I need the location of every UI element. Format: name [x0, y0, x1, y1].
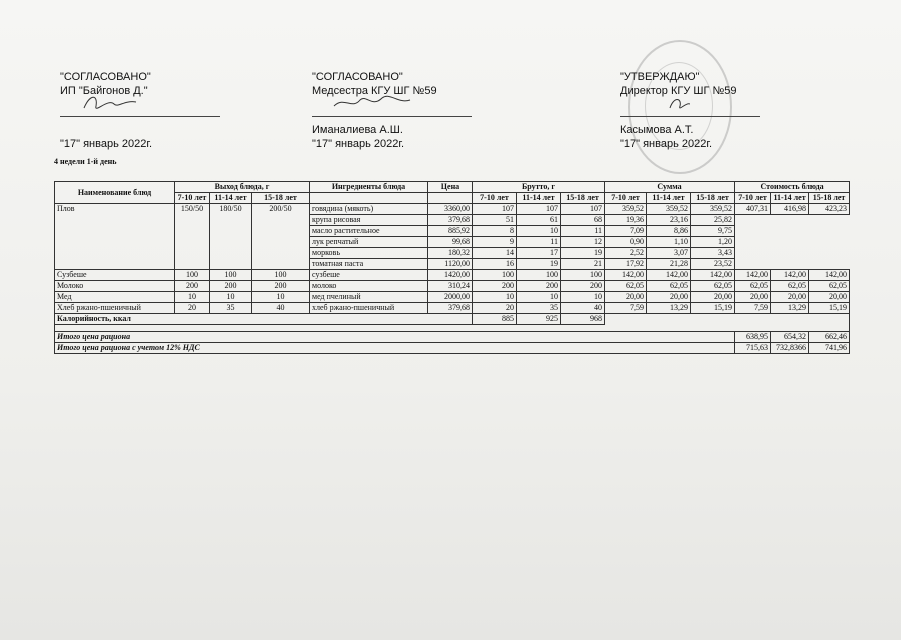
ingredient-cell: говядина (мякоть) [310, 204, 428, 215]
col-header-cost: Стоимость блюда [735, 182, 850, 193]
ingredient-cell: молоко [310, 281, 428, 292]
total-vat-value: 741,96 [809, 343, 850, 354]
gross-cell: 200 [517, 281, 561, 292]
ingredient-cell: томатная паста [310, 259, 428, 270]
approval-date: "17" январь 2022г. [312, 138, 405, 150]
price-cell: 99,68 [428, 237, 473, 248]
cost-cell: 20,00 [771, 292, 809, 303]
approval-org: ИП "Байгонов Д." [60, 85, 148, 97]
col-header-price: Цена [428, 182, 473, 193]
output-cell: 200/50 [252, 204, 310, 270]
output-cell: 35 [210, 303, 252, 314]
cost-cell: 13,29 [771, 303, 809, 314]
total-vat-value: 715,63 [735, 343, 771, 354]
sum-cell: 20,00 [605, 292, 647, 303]
total-vat-row [55, 343, 850, 354]
dish-name: Плов [55, 204, 175, 270]
col-age: 11-14 лет [517, 193, 561, 204]
week-title: 4 недели 1-й день [54, 157, 117, 166]
table-row [55, 270, 850, 281]
total-vat-label: Итого цена рациона с учетом 12% НДС [55, 343, 735, 354]
sum-cell: 9,75 [691, 226, 735, 237]
total-value: 662,46 [809, 332, 850, 343]
sum-cell: 62,05 [691, 281, 735, 292]
cost-cell: 62,05 [771, 281, 809, 292]
cost-cell: 142,00 [771, 270, 809, 281]
gross-cell: 40 [561, 303, 605, 314]
ingredient-cell: масло растительное [310, 226, 428, 237]
col-age: 11-14 лет [210, 193, 252, 204]
approval-name: Иманалиева А.Ш. [312, 124, 403, 136]
gross-cell: 10 [517, 226, 561, 237]
output-cell: 200 [175, 281, 210, 292]
approval-title: "УТВЕРЖДАЮ" [620, 71, 700, 83]
price-cell: 379,68 [428, 215, 473, 226]
cost-cell: 20,00 [735, 292, 771, 303]
signature-line [60, 100, 220, 117]
col-header-ingredients: Ингредиенты блюда [310, 182, 428, 193]
sum-cell: 3,07 [647, 248, 691, 259]
gross-cell: 14 [473, 248, 517, 259]
sum-cell: 359,52 [605, 204, 647, 215]
signature [640, 92, 690, 114]
approval-block-right [620, 70, 760, 151]
gross-cell: 35 [517, 303, 561, 314]
table-subheader-row [55, 193, 850, 204]
gross-cell: 200 [473, 281, 517, 292]
signature-line [312, 100, 472, 117]
menu-table [54, 181, 850, 354]
price-cell: 2000,00 [428, 292, 473, 303]
col-header-sum: Сумма [605, 182, 735, 193]
gross-cell: 19 [517, 259, 561, 270]
gross-cell: 16 [473, 259, 517, 270]
col-empty [428, 193, 473, 204]
gross-cell: 51 [473, 215, 517, 226]
sum-cell: 359,52 [647, 204, 691, 215]
calories-row [55, 314, 850, 325]
spacer-row [55, 325, 850, 332]
gross-cell: 61 [517, 215, 561, 226]
signature [80, 92, 140, 114]
col-age: 15-18 лет [561, 193, 605, 204]
price-cell: 379,68 [428, 303, 473, 314]
table-row [55, 303, 850, 314]
sum-cell: 8,86 [647, 226, 691, 237]
gross-cell: 100 [473, 270, 517, 281]
cost-cell: 416,98 [771, 204, 809, 215]
output-cell: 10 [175, 292, 210, 303]
approval-block-middle [312, 70, 472, 151]
col-age: 15-18 лет [691, 193, 735, 204]
output-cell: 200 [252, 281, 310, 292]
output-cell: 200 [210, 281, 252, 292]
sum-cell: 62,05 [605, 281, 647, 292]
cost-cell: 7,59 [735, 303, 771, 314]
price-cell: 1120,00 [428, 259, 473, 270]
gross-cell: 21 [561, 259, 605, 270]
total-vat-value: 732,8366 [771, 343, 809, 354]
price-cell: 310,24 [428, 281, 473, 292]
output-cell: 10 [210, 292, 252, 303]
col-age: 7-10 лет [473, 193, 517, 204]
gross-cell: 10 [473, 292, 517, 303]
dish-name: Мед [55, 292, 175, 303]
sum-cell: 62,05 [647, 281, 691, 292]
price-cell: 885,92 [428, 226, 473, 237]
approval-date: "17" январь 2022г. [620, 138, 713, 150]
signature-line [620, 100, 760, 117]
ingredient-cell: морковь [310, 248, 428, 259]
output-cell: 10 [252, 292, 310, 303]
gross-cell: 11 [561, 226, 605, 237]
sum-cell: 15,19 [691, 303, 735, 314]
gross-cell: 10 [517, 292, 561, 303]
gross-cell: 100 [517, 270, 561, 281]
gross-cell: 68 [561, 215, 605, 226]
sum-cell: 23,52 [691, 259, 735, 270]
calories-value: 925 [517, 314, 561, 325]
col-header-name: Наименование блюд [55, 182, 175, 204]
cost-cell: 142,00 [809, 270, 850, 281]
cost-cell: 62,05 [809, 281, 850, 292]
col-age: 7-10 лет [605, 193, 647, 204]
sum-cell: 20,00 [647, 292, 691, 303]
output-cell: 100 [252, 270, 310, 281]
gross-cell: 17 [517, 248, 561, 259]
sum-cell: 17,92 [605, 259, 647, 270]
cost-cell: 62,05 [735, 281, 771, 292]
table-row [55, 204, 850, 215]
ingredient-cell: сузбеше [310, 270, 428, 281]
sum-cell: 1,10 [647, 237, 691, 248]
sum-cell: 142,00 [605, 270, 647, 281]
calories-empty [605, 314, 850, 325]
approval-position: Директор КГУ ШГ №59 [620, 85, 737, 97]
output-cell: 40 [252, 303, 310, 314]
gross-cell: 20 [473, 303, 517, 314]
signature [332, 92, 412, 114]
ingredient-cell: крупа рисовая [310, 215, 428, 226]
gross-cell: 19 [561, 248, 605, 259]
cost-cell: 20,00 [809, 292, 850, 303]
sum-cell: 13,29 [647, 303, 691, 314]
ingredient-cell: хлеб ржано-пшеничный [310, 303, 428, 314]
gross-cell: 11 [517, 237, 561, 248]
cost-cell: 142,00 [735, 270, 771, 281]
output-cell: 100 [175, 270, 210, 281]
dish-name: Молоко [55, 281, 175, 292]
sum-cell: 142,00 [647, 270, 691, 281]
col-header-output: Выход блюда, г [175, 182, 310, 193]
col-age: 7-10 лет [735, 193, 771, 204]
col-age: 11-14 лет [647, 193, 691, 204]
col-empty [310, 193, 428, 204]
calories-value: 885 [473, 314, 517, 325]
ingredient-cell: лук репчатый [310, 237, 428, 248]
price-cell: 3360,00 [428, 204, 473, 215]
sum-cell: 359,52 [691, 204, 735, 215]
sum-cell: 7,09 [605, 226, 647, 237]
output-cell: 20 [175, 303, 210, 314]
empty-cost-area [735, 215, 850, 270]
calories-label: Калорийность, ккал [55, 314, 473, 325]
approval-position: Медсестра КГУ ШГ №59 [312, 85, 437, 97]
sum-cell: 21,28 [647, 259, 691, 270]
total-value: 654,32 [771, 332, 809, 343]
sum-cell: 0,90 [605, 237, 647, 248]
dish-name: Сузбеше [55, 270, 175, 281]
cost-cell: 423,23 [809, 204, 850, 215]
output-cell: 150/50 [175, 204, 210, 270]
approval-title: "СОГЛАСОВАНО" [60, 71, 151, 83]
approval-title: "СОГЛАСОВАНО" [312, 71, 403, 83]
total-label: Итого цена рациона [55, 332, 735, 343]
sum-cell: 7,59 [605, 303, 647, 314]
col-header-gross: Брутто, г [473, 182, 605, 193]
sum-cell: 2,52 [605, 248, 647, 259]
approval-date: "17" январь 2022г. [60, 138, 153, 150]
gross-cell: 8 [473, 226, 517, 237]
gross-cell: 12 [561, 237, 605, 248]
gross-cell: 100 [561, 270, 605, 281]
sum-cell: 23,16 [647, 215, 691, 226]
col-age: 15-18 лет [809, 193, 850, 204]
gross-cell: 107 [561, 204, 605, 215]
output-cell: 100 [210, 270, 252, 281]
approval-name: Касымова А.Т. [620, 124, 694, 136]
approval-block-left [60, 70, 220, 151]
col-age: 7-10 лет [175, 193, 210, 204]
table-row [55, 281, 850, 292]
gross-cell: 107 [517, 204, 561, 215]
gross-cell: 9 [473, 237, 517, 248]
sum-cell: 142,00 [691, 270, 735, 281]
gross-cell: 10 [561, 292, 605, 303]
table-row [55, 292, 850, 303]
sum-cell: 19,36 [605, 215, 647, 226]
price-cell: 1420,00 [428, 270, 473, 281]
cost-cell: 407,31 [735, 204, 771, 215]
sum-cell: 25,82 [691, 215, 735, 226]
dish-name: Хлеб ржано-пшеничный [55, 303, 175, 314]
gross-cell: 107 [473, 204, 517, 215]
total-value: 638,95 [735, 332, 771, 343]
col-age: 15-18 лет [252, 193, 310, 204]
cost-cell: 15,19 [809, 303, 850, 314]
sum-cell: 3,43 [691, 248, 735, 259]
sum-cell: 1,20 [691, 237, 735, 248]
table-header-row [55, 182, 850, 193]
total-row [55, 332, 850, 343]
output-cell: 180/50 [210, 204, 252, 270]
calories-value: 968 [561, 314, 605, 325]
ingredient-cell: мед пчелиный [310, 292, 428, 303]
sum-cell: 20,00 [691, 292, 735, 303]
price-cell: 180,32 [428, 248, 473, 259]
gross-cell: 200 [561, 281, 605, 292]
col-age: 11-14 лет [771, 193, 809, 204]
